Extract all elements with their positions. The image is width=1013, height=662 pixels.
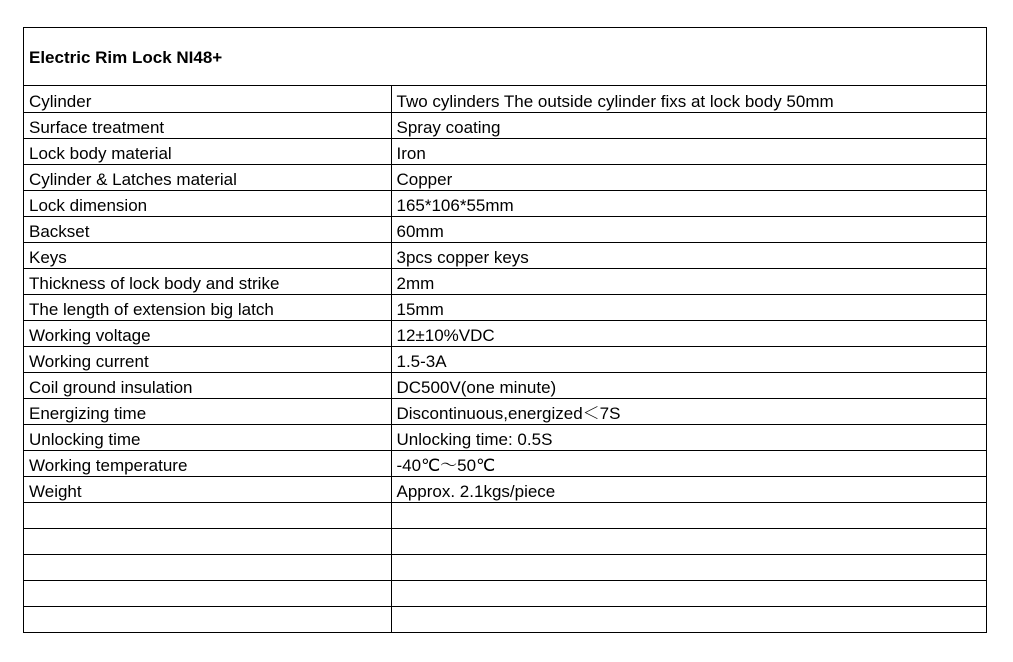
spec-label-cell xyxy=(24,554,391,580)
spec-value-cell: Two cylinders The outside cylinder fixs at lock body 50mm xyxy=(396,91,834,111)
spec-value-cell: Unlocking time: 0.5S xyxy=(391,424,986,450)
table-row xyxy=(24,294,986,320)
spec-value-cell: 2mm xyxy=(391,268,986,294)
spec-label-cell xyxy=(24,528,391,554)
spec-value-cell xyxy=(391,528,986,554)
table-row xyxy=(24,450,986,476)
spec-label-cell: Thickness of lock body and strike xyxy=(24,268,391,294)
spec-value-cell: Spray coating xyxy=(391,112,986,138)
spec-label-cell xyxy=(24,580,391,606)
spec-label-cell xyxy=(24,502,391,528)
table-row xyxy=(24,112,986,138)
table-row xyxy=(24,502,986,528)
spec-value-cell: DC500V(one minute) xyxy=(391,372,986,398)
spec-label-cell: Working voltage xyxy=(24,320,391,346)
spec-value-cell xyxy=(391,606,986,632)
spec-value-cell: Approx. 2.1kgs/piece xyxy=(391,476,986,502)
spec-label-cell xyxy=(24,606,391,632)
spec-value-cell xyxy=(391,554,986,580)
spec-label-cell: Backset xyxy=(24,216,391,242)
spec-value-cell: 1.5-3A xyxy=(391,346,986,372)
spec-label-cell: Surface treatment xyxy=(24,112,391,138)
spec-table-body xyxy=(24,86,986,632)
table-row xyxy=(24,528,986,554)
spec-label-cell: Lock dimension xyxy=(24,190,391,216)
table-row xyxy=(24,216,986,242)
spec-label-cell: Coil ground insulation xyxy=(24,372,391,398)
spec-value-cell: Iron xyxy=(391,138,986,164)
spec-label-cell: Energizing time xyxy=(24,398,391,424)
spec-value-cell: 3pcs copper keys xyxy=(391,242,986,268)
table-row xyxy=(24,86,986,112)
spec-label-cell: Weight xyxy=(24,476,391,502)
table-row xyxy=(24,554,986,580)
table-row xyxy=(24,190,986,216)
table-row xyxy=(24,268,986,294)
table-row xyxy=(24,346,986,372)
spec-table xyxy=(24,86,986,632)
spec-value-cell: 60mm xyxy=(391,216,986,242)
table-row xyxy=(24,242,986,268)
spec-value-cell xyxy=(391,580,986,606)
spec-value-cell: 165*106*55mm xyxy=(391,190,986,216)
spec-value-cell xyxy=(391,502,986,528)
table-row xyxy=(24,424,986,450)
table-row xyxy=(24,476,986,502)
table-row xyxy=(24,606,986,632)
spec-label-cell: Cylinder xyxy=(24,86,391,112)
spec-label-cell: The length of extension big latch xyxy=(24,294,391,320)
table-row xyxy=(24,320,986,346)
spec-label-cell: Working temperature xyxy=(24,450,391,476)
table-row xyxy=(24,372,986,398)
spec-value-cell: -40℃～50℃ xyxy=(391,450,986,476)
spec-label-cell: Unlocking time xyxy=(24,424,391,450)
spec-sheet xyxy=(23,27,987,633)
table-row xyxy=(24,580,986,606)
spec-value-cell: 15mm xyxy=(391,294,986,320)
spec-value-cell: Discontinuous,energized＜7S xyxy=(391,398,986,424)
table-row xyxy=(24,398,986,424)
spec-value-cell: Copper xyxy=(391,164,986,190)
sheet-title: Electric Rim Lock NI48+ xyxy=(24,28,986,86)
table-row xyxy=(24,138,986,164)
spec-label-cell: Lock body material xyxy=(24,138,391,164)
table-row xyxy=(24,164,986,190)
spec-label-cell: Working current xyxy=(24,346,391,372)
spec-value-cell: 12±10%VDC xyxy=(391,320,986,346)
spec-label-cell: Keys xyxy=(24,242,391,268)
spec-label-cell: Cylinder & Latches material xyxy=(24,164,391,190)
